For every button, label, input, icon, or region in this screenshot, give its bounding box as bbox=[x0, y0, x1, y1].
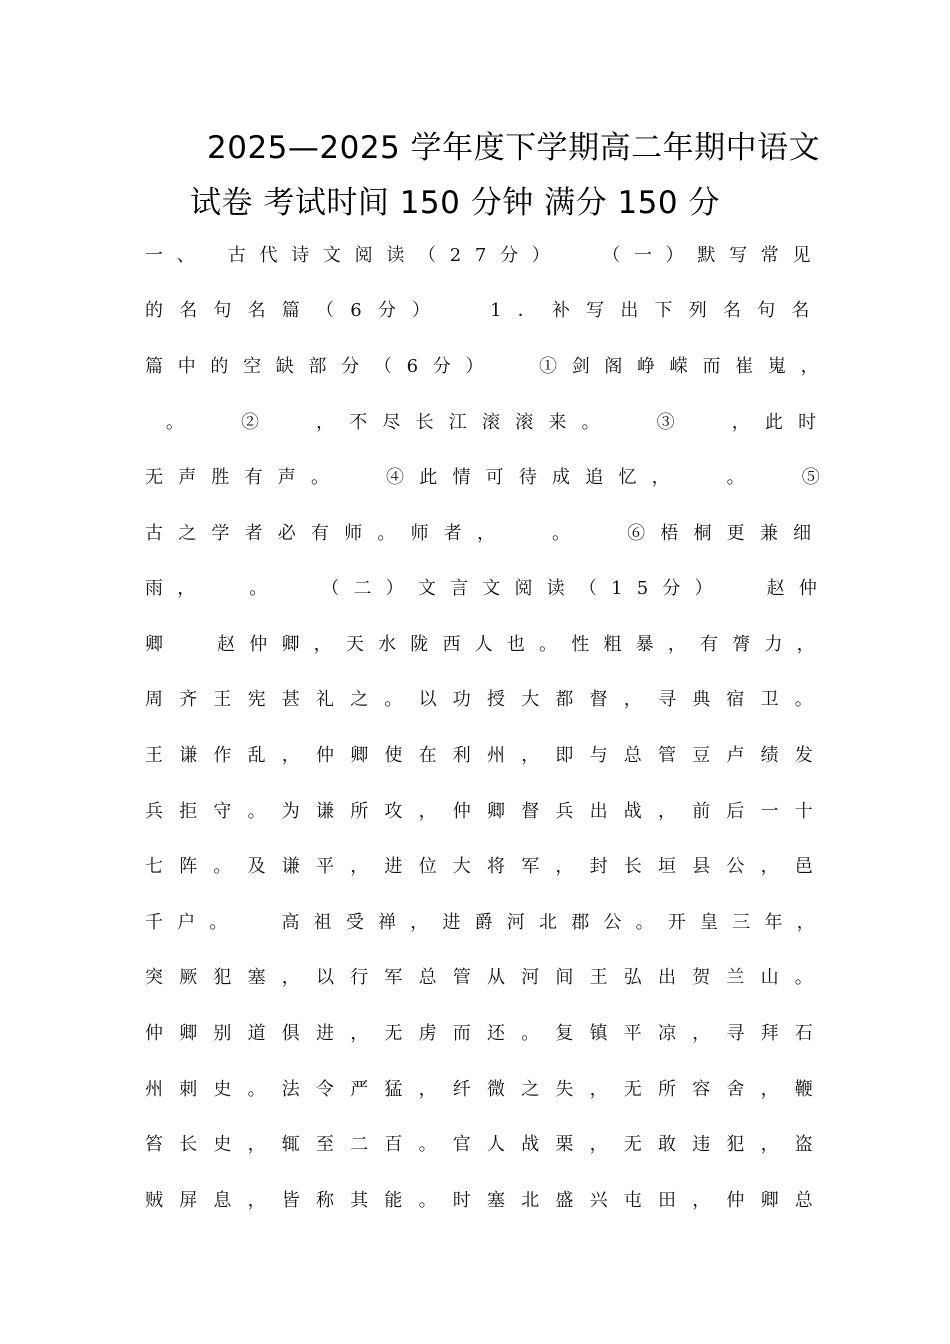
document-title-line-1: 2025—2025 学年度下学期高二年期中语文 bbox=[207, 130, 821, 166]
body-line: 七阵。及谦平，进位大将军，封长垣县公，邑 bbox=[145, 856, 829, 877]
body-line: 古之学者必有师。师者， 。 ⑥梧桐更兼细 bbox=[145, 523, 827, 544]
body-line: 雨， 。 （二）文言文阅读（15分） 赵仲 bbox=[145, 578, 832, 599]
body-line: 无声胜有声。 ④此情可待成追忆， 。 ⑤ bbox=[145, 467, 835, 488]
body-line: 兵拒守。为谦所攻，仲卿督兵出战，前后一十 bbox=[145, 801, 829, 822]
body-line: 突厥犯塞，以行军总管从河间王弘出贺兰山。 bbox=[145, 967, 829, 988]
body-line: 州刺史。法令严猛，纤微之失，无所容舍，鞭 bbox=[145, 1079, 829, 1100]
body-line: 千户。 高祖受禅，进爵河北郡公。开皇三年， bbox=[145, 912, 829, 933]
body-line: 。 ② ，不尽长江滚滚来。 ③ ，此时 bbox=[145, 412, 832, 433]
body-line: 贼屏息，皆称其能。时塞北盛兴屯田，仲卿总 bbox=[145, 1190, 829, 1211]
body-line: 周齐王宪甚礼之。以功授大都督，寻典宿卫。 bbox=[145, 689, 829, 710]
body-line: 仲卿别道俱进，无虏而还。复镇平凉，寻拜石 bbox=[145, 1023, 829, 1044]
body-line: 一、 古代诗文阅读（27分） （一）默写常见 bbox=[145, 245, 825, 266]
body-line: 笞长史，辄至二百。官人战栗，无敢违犯，盗 bbox=[145, 1134, 829, 1155]
body-line: 篇中的空缺部分（6分） ①剑阁峥嵘而崔嵬， bbox=[145, 356, 834, 377]
body-line: 的名句名篇（6分） 1．补写出下列名句名 bbox=[145, 300, 826, 321]
body-line: 王谦作乱，仲卿使在利州，即与总管豆卢绩发 bbox=[145, 745, 829, 766]
document-title-line-2: 试卷 考试时间 150 分钟 满分 150 分 bbox=[190, 185, 720, 221]
body-line: 卿 赵仲卿，天水陇西人也。性粗暴，有膂力， bbox=[145, 634, 829, 655]
